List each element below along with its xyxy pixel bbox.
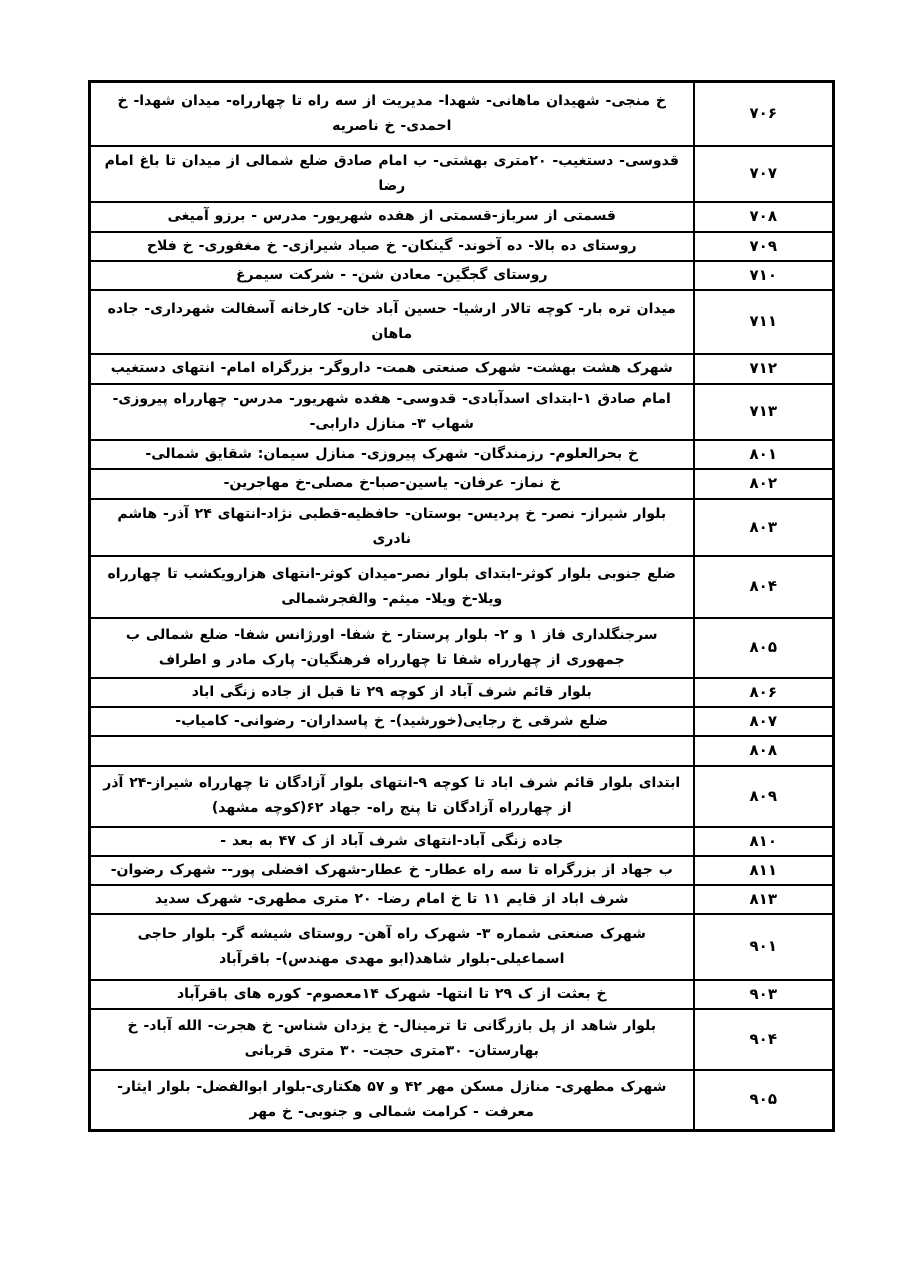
zone-code-cell: ۷۱۲ bbox=[694, 354, 834, 384]
table-row bbox=[90, 556, 834, 618]
zone-code-cell: ۸۰۷ bbox=[694, 707, 834, 736]
zone-code-cell: ۸۱۱ bbox=[694, 856, 834, 885]
areas-cell: امام صادق ۱-ابتدای اسدآبادی- قدوسی- هفده شهریور- مدرس- چهارراه پیروزی- شهاب ۳- منازل دارابی- bbox=[90, 384, 694, 440]
table-row bbox=[90, 469, 834, 499]
table-row bbox=[90, 202, 834, 232]
areas-cell: شهرک صنعتی شماره ۳- شهرک راه آهن- روستای شیشه گر- بلوار حاجی اسماعیلی-بلوار شاهد(ابو مهدی مهندس)- باقرآباد bbox=[90, 914, 694, 980]
zone-code-cell: ۸۰۲ bbox=[694, 469, 834, 499]
zone-code-cell: ۸۰۹ bbox=[694, 766, 834, 827]
zone-code-cell: ۷۱۱ bbox=[694, 290, 834, 354]
table-row bbox=[90, 766, 834, 827]
table-row bbox=[90, 707, 834, 736]
table-row bbox=[90, 261, 834, 290]
areas-cell: خ بعثت از ک ۲۹ تا انتها- شهرک ۱۴معصوم- کوره های باقرآباد bbox=[90, 980, 694, 1009]
table-row bbox=[90, 1009, 834, 1070]
table-row bbox=[90, 354, 834, 384]
table-row bbox=[90, 678, 834, 707]
areas-cell: خ بحرالعلوم- رزمندگان- شهرک پیروزی- منازل سیمان: شقایق شمالی- bbox=[90, 440, 694, 469]
areas-cell: روستای ده بالا- ده آخوند- گینکان- خ صیاد شیرازی- خ مغفوری- خ فلاح bbox=[90, 232, 694, 261]
table-row bbox=[90, 885, 834, 914]
table-row bbox=[90, 827, 834, 856]
areas-cell: بلوار قائم شرف آباد از کوچه ۲۹ تا قبل از جاده زنگی اباد bbox=[90, 678, 694, 707]
table-row bbox=[90, 499, 834, 556]
table-row bbox=[90, 440, 834, 469]
table-row bbox=[90, 736, 834, 766]
zone-code-cell: ۸۰۵ bbox=[694, 618, 834, 678]
zone-code-cell: ۹۰۱ bbox=[694, 914, 834, 980]
zone-code-cell: ۷۰۶ bbox=[694, 82, 834, 146]
zones-table-body bbox=[90, 82, 834, 1131]
zone-code-cell: ۷۰۹ bbox=[694, 232, 834, 261]
zone-code-cell: ۷۰۸ bbox=[694, 202, 834, 232]
zone-code-cell: ۸۰۴ bbox=[694, 556, 834, 618]
zone-code-cell: ۸۰۱ bbox=[694, 440, 834, 469]
areas-cell bbox=[90, 736, 694, 766]
table-row bbox=[90, 914, 834, 980]
areas-cell: جاده زنگی آباد-انتهای شرف آباد از ک ۴۷ به بعد - bbox=[90, 827, 694, 856]
areas-cell: بلوار شیراز- نصر- خ پردیس- بوستان- حافظیه-قطبی نژاد-انتهای ۲۴ آذر- هاشم نادری bbox=[90, 499, 694, 556]
zone-code-cell: ۷۰۷ bbox=[694, 146, 834, 202]
areas-cell: ضلع جنوبی بلوار کوثر-ابتدای بلوار نصر-میدان کوثر-انتهای هزارویکشب تا چهارراه ویلا-خ ویلا- میثم- والفجرشمالی bbox=[90, 556, 694, 618]
areas-cell: شهرک مطهری- منازل مسکن مهر ۴۲ و ۵۷ هکتاری-بلوار ابوالفضل- بلوار ایثار- معرفت - کرامت شمالی و جنوبی- خ مهر bbox=[90, 1070, 694, 1131]
areas-cell: میدان تره بار- کوچه تالار ارشیا- حسین آباد خان- کارخانه آسفالت شهرداری- جاده ماهان bbox=[90, 290, 694, 354]
zone-code-cell: ۹۰۳ bbox=[694, 980, 834, 1009]
zone-code-cell: ۸۱۳ bbox=[694, 885, 834, 914]
zone-code-cell: ۸۰۸ bbox=[694, 736, 834, 766]
areas-cell: خ منجی- شهیدان ماهانی- شهدا- مدیریت از سه راه تا چهارراه- میدان شهدا- خ احمدی- خ ناصریه bbox=[90, 82, 694, 146]
table-row bbox=[90, 980, 834, 1009]
zone-code-cell: ۹۰۴ bbox=[694, 1009, 834, 1070]
areas-cell: شرف اباد از قایم ۱۱ تا خ امام رضا- ۲۰ متری مطهری- شهرک سدید bbox=[90, 885, 694, 914]
table-row bbox=[90, 1070, 834, 1131]
areas-cell: قدوسی- دستغیب- ۲۰متری بهشتی- ب امام صادق ضلع شمالی از میدان تا باغ امام رضا bbox=[90, 146, 694, 202]
zones-table bbox=[88, 80, 835, 1132]
zone-code-cell: ۷۱۰ bbox=[694, 261, 834, 290]
areas-cell: بلوار شاهد از پل بازرگانی تا ترمینال- خ یزدان شناس- خ هجرت- الله آباد- خ بهارستان- ۳۰متری حجت- ۳۰ متری قربانی bbox=[90, 1009, 694, 1070]
areas-cell: ضلع شرقی خ رجایی(خورشید)- خ پاسداران- رضوانی- کامیاب- bbox=[90, 707, 694, 736]
zone-code-cell: ۷۱۳ bbox=[694, 384, 834, 440]
table-row bbox=[90, 146, 834, 202]
areas-cell: خ نماز- عرفان- یاسین-صبا-خ مصلی-خ مهاجرین- bbox=[90, 469, 694, 499]
areas-cell: سرجنگلداری فاز ۱ و ۲- بلوار پرستار- خ شفا- اورژانس شفا- ضلع شمالی ب جمهوری از چهارراه شفا تا چهارراه فرهنگیان- پارک مادر و اطراف bbox=[90, 618, 694, 678]
zone-code-cell: ۹۰۵ bbox=[694, 1070, 834, 1131]
zone-code-cell: ۸۱۰ bbox=[694, 827, 834, 856]
table-row bbox=[90, 384, 834, 440]
table-row bbox=[90, 290, 834, 354]
areas-cell: قسمتی از سرباز-قسمتی از هفده شهریور- مدرس - برزو آمیغی bbox=[90, 202, 694, 232]
areas-cell: ابتدای بلوار قائم شرف اباد تا کوچه ۹-انتهای بلوار آزادگان تا چهارراه شیراز-۲۴ آذر از چهارراه آزادگان تا پنج راه- جهاد ۶۲(کوچه مشهد) bbox=[90, 766, 694, 827]
areas-cell: روستای گجگین- معادن شن- - شرکت سیمرغ bbox=[90, 261, 694, 290]
areas-cell: ب جهاد از بزرگراه تا سه راه عطار- خ عطار-شهرک افضلی پور-- شهرک رضوان- bbox=[90, 856, 694, 885]
zone-code-cell: ۸۰۶ bbox=[694, 678, 834, 707]
table-row bbox=[90, 618, 834, 678]
table-row bbox=[90, 856, 834, 885]
areas-cell: شهرک هشت بهشت- شهرک صنعتی همت- داروگر- بزرگراه امام- انتهای دستغیب bbox=[90, 354, 694, 384]
zone-code-cell: ۸۰۳ bbox=[694, 499, 834, 556]
table-row bbox=[90, 232, 834, 261]
table-row bbox=[90, 82, 834, 146]
